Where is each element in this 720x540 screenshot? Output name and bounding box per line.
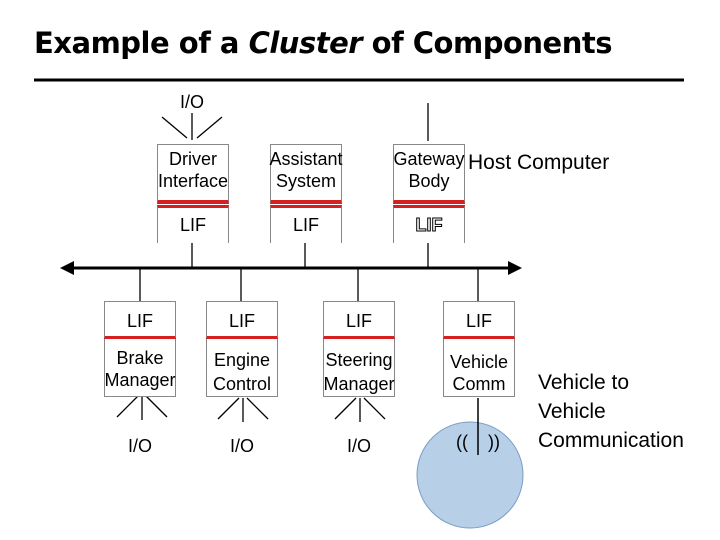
- v2v-label-line2: Vehicle: [538, 400, 606, 423]
- assistant-system-line2: System: [275, 171, 336, 191]
- driver-interface-lif: LIF: [179, 215, 206, 235]
- gateway-body-line1: Gateway: [393, 149, 465, 169]
- steering-io-label: I/O: [346, 436, 371, 456]
- gateway-body-line2: Body: [408, 171, 450, 191]
- steering-manager-line1: Steering: [325, 350, 393, 370]
- brake-manager-line1: Brake: [116, 348, 164, 368]
- gateway-lif: LIF: [415, 215, 443, 235]
- engine-control-line1: Engine: [213, 350, 271, 370]
- vehicle-comm-line1: Vehicle: [449, 352, 509, 372]
- bus-arrow-right: [508, 261, 522, 275]
- radio-waves-label: (( )): [456, 432, 500, 452]
- brake-manager-line2: Manager: [104, 370, 176, 390]
- engine-io-label: I/O: [229, 436, 254, 456]
- vehicle-comm-lif: LIF: [465, 311, 492, 331]
- top-io-label: I/O: [179, 92, 204, 112]
- v2v-label-line1: Vehicle to: [538, 371, 630, 394]
- assistant-system-lif: LIF: [292, 215, 319, 235]
- driver-interface-line1: Driver: [169, 149, 217, 169]
- steering-manager-line2: Manager: [323, 374, 395, 394]
- assistant-system-line1: Assistant: [269, 149, 343, 169]
- driver-interface-line2: Interface: [157, 171, 229, 191]
- slide-title: Example of a Cluster of Components: [34, 26, 612, 60]
- engine-control-line2: Control: [212, 374, 272, 394]
- bus-arrow-left: [60, 261, 74, 275]
- v2v-label-line3: Communication: [538, 429, 684, 452]
- host-computer-label: Host Computer: [468, 151, 610, 174]
- steering-lif: LIF: [345, 311, 372, 331]
- brake-io-label: I/O: [127, 436, 152, 456]
- vehicle-comm-line2: Comm: [452, 374, 506, 394]
- engine-lif: LIF: [228, 311, 255, 331]
- brake-lif: LIF: [126, 311, 153, 331]
